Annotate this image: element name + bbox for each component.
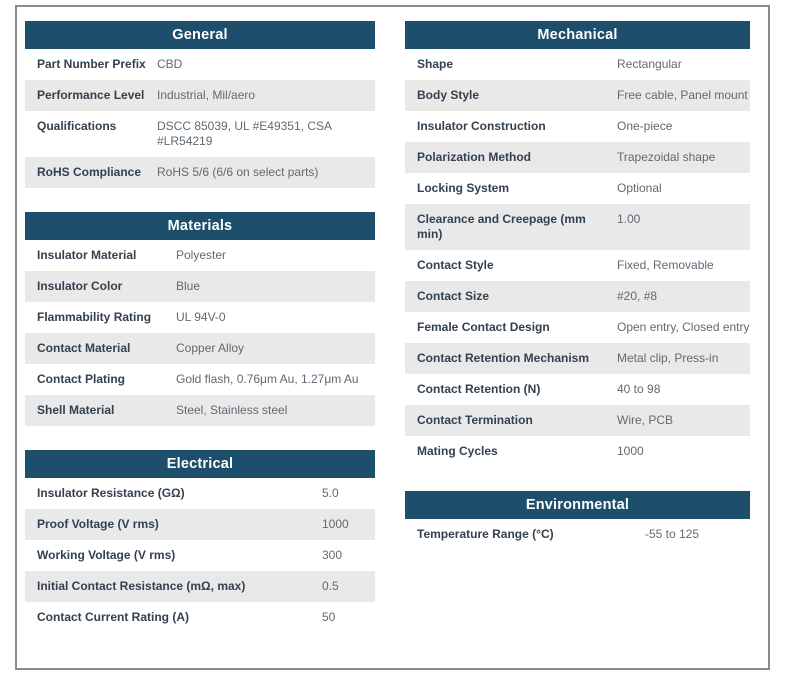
- table-row: [405, 519, 750, 550]
- section-electrical: [25, 450, 375, 633]
- spec-value: Free cable, Panel mount: [617, 88, 748, 102]
- spec-value: 5.0: [322, 486, 339, 500]
- table-row: [25, 478, 375, 509]
- spec-value: Industrial, Mil/aero: [157, 88, 256, 102]
- spec-label: Temperature Range (°C): [417, 527, 554, 541]
- section-mechanical-rows: [405, 49, 750, 467]
- table-row: [25, 509, 375, 540]
- section-general-header: General: [25, 21, 375, 49]
- section-environmental-rows: [405, 519, 750, 550]
- section-general-rows: [25, 49, 375, 188]
- table-row: [25, 157, 375, 188]
- spec-label: Body Style: [417, 88, 480, 102]
- spec-value: Metal clip, Press-in: [617, 351, 719, 365]
- table-row: [405, 436, 750, 467]
- spec-value: #20, #8: [617, 289, 658, 303]
- spec-value: Polyester: [176, 248, 227, 262]
- section-materials-header: Materials: [25, 212, 375, 240]
- table-row: [405, 173, 750, 204]
- spec-value: -55 to 125: [645, 527, 700, 541]
- table-row: [25, 602, 375, 633]
- section-mechanical: [405, 21, 750, 467]
- table-row: [405, 250, 750, 281]
- spec-label: Contact Style: [417, 258, 494, 272]
- section-materials-rows: [25, 240, 375, 426]
- spec-value: Wire, PCB: [617, 413, 674, 427]
- spec-value: Optional: [617, 181, 662, 195]
- spec-label: Contact Termination: [417, 413, 533, 427]
- section-general: [25, 21, 375, 188]
- table-row: [25, 271, 375, 302]
- spec-label: Shape: [417, 57, 454, 71]
- spec-value: 1000: [322, 517, 349, 531]
- spec-value: DSCC 85039, UL #E49351, CSA #LR54219: [157, 119, 332, 148]
- spec-label: Part Number Prefix: [37, 57, 146, 71]
- spec-label: Contact Retention (N): [417, 382, 541, 396]
- spec-value: 0.5: [322, 579, 339, 593]
- spec-label: Qualifications: [37, 119, 117, 133]
- spec-label: Polarization Method: [417, 150, 531, 164]
- spec-label: Working Voltage (V rms): [37, 548, 176, 562]
- table-row: [405, 111, 750, 142]
- left-column: [25, 21, 375, 657]
- section-environmental: [405, 491, 750, 550]
- spec-label: Contact Plating: [37, 372, 126, 386]
- spec-label: Flammability Rating: [37, 310, 152, 324]
- table-row: [25, 111, 375, 157]
- spec-label: Insulator Material: [37, 248, 137, 262]
- spec-value: Gold flash, 0.76μm Au, 1.27μm Au: [176, 372, 359, 386]
- table-row: [25, 302, 375, 333]
- spec-label: Proof Voltage (V rms): [37, 517, 159, 531]
- datasheet-frame: [15, 5, 770, 670]
- table-row: [25, 395, 375, 426]
- spec-value: 1000: [617, 444, 644, 458]
- spec-value: Copper Alloy: [176, 341, 245, 355]
- spec-label: Performance Level: [37, 88, 145, 102]
- spec-value: Blue: [176, 279, 201, 293]
- spec-label: Locking System: [417, 181, 510, 195]
- spec-label: Insulator Resistance (GΩ): [37, 486, 185, 500]
- spec-value: Trapezoidal shape: [617, 150, 716, 164]
- spec-label: Insulator Construction: [417, 119, 546, 133]
- spec-value: UL 94V-0: [176, 310, 226, 324]
- spec-label: Mating Cycles: [417, 444, 498, 458]
- table-row: [405, 49, 750, 80]
- table-row: [405, 142, 750, 173]
- table-row: [25, 571, 375, 602]
- section-mechanical-header: Mechanical: [405, 21, 750, 49]
- spec-label: Contact Current Rating (A): [37, 610, 189, 624]
- spec-value: Open entry, Closed entry: [617, 320, 750, 334]
- table-row: [25, 333, 375, 364]
- spec-value: Fixed, Removable: [617, 258, 714, 272]
- section-environmental-header: Environmental: [405, 491, 750, 519]
- spec-label: Contact Material: [37, 341, 131, 355]
- spec-value: 300: [322, 548, 343, 562]
- spec-value: One-piece: [617, 119, 673, 133]
- spec-label: Contact Retention Mechanism: [417, 351, 590, 365]
- spec-label: Shell Material: [37, 403, 115, 417]
- section-materials: [25, 212, 375, 426]
- table-row: [25, 80, 375, 111]
- spec-value: Rectangular: [617, 57, 682, 71]
- spec-label: Insulator Color: [37, 279, 123, 293]
- table-row: [405, 312, 750, 343]
- right-column: [405, 21, 750, 657]
- table-row: [405, 80, 750, 111]
- section-electrical-rows: [25, 478, 375, 633]
- two-column-layout: [25, 21, 760, 657]
- spec-label: Clearance and Creepage (mm min): [417, 212, 586, 241]
- table-row: [405, 343, 750, 374]
- table-row: [405, 204, 750, 250]
- spec-label: RoHS Compliance: [37, 165, 142, 179]
- spec-value: 50: [322, 610, 336, 624]
- spec-value: CBD: [157, 57, 183, 71]
- table-row: [25, 364, 375, 395]
- spec-label: Female Contact Design: [417, 320, 550, 334]
- spec-value: 40 to 98: [617, 382, 661, 396]
- table-row: [25, 540, 375, 571]
- section-electrical-header: Electrical: [25, 450, 375, 478]
- spec-label: Contact Size: [417, 289, 490, 303]
- table-row: [405, 374, 750, 405]
- spec-value: 1.00: [617, 212, 641, 226]
- spec-value: Steel, Stainless steel: [176, 403, 288, 417]
- table-row: [405, 281, 750, 312]
- table-row: [25, 240, 375, 271]
- spec-label: Initial Contact Resistance (mΩ, max): [37, 579, 246, 593]
- spec-value: RoHS 5/6 (6/6 on select parts): [157, 165, 319, 179]
- table-row: [25, 49, 375, 80]
- table-row: [405, 405, 750, 436]
